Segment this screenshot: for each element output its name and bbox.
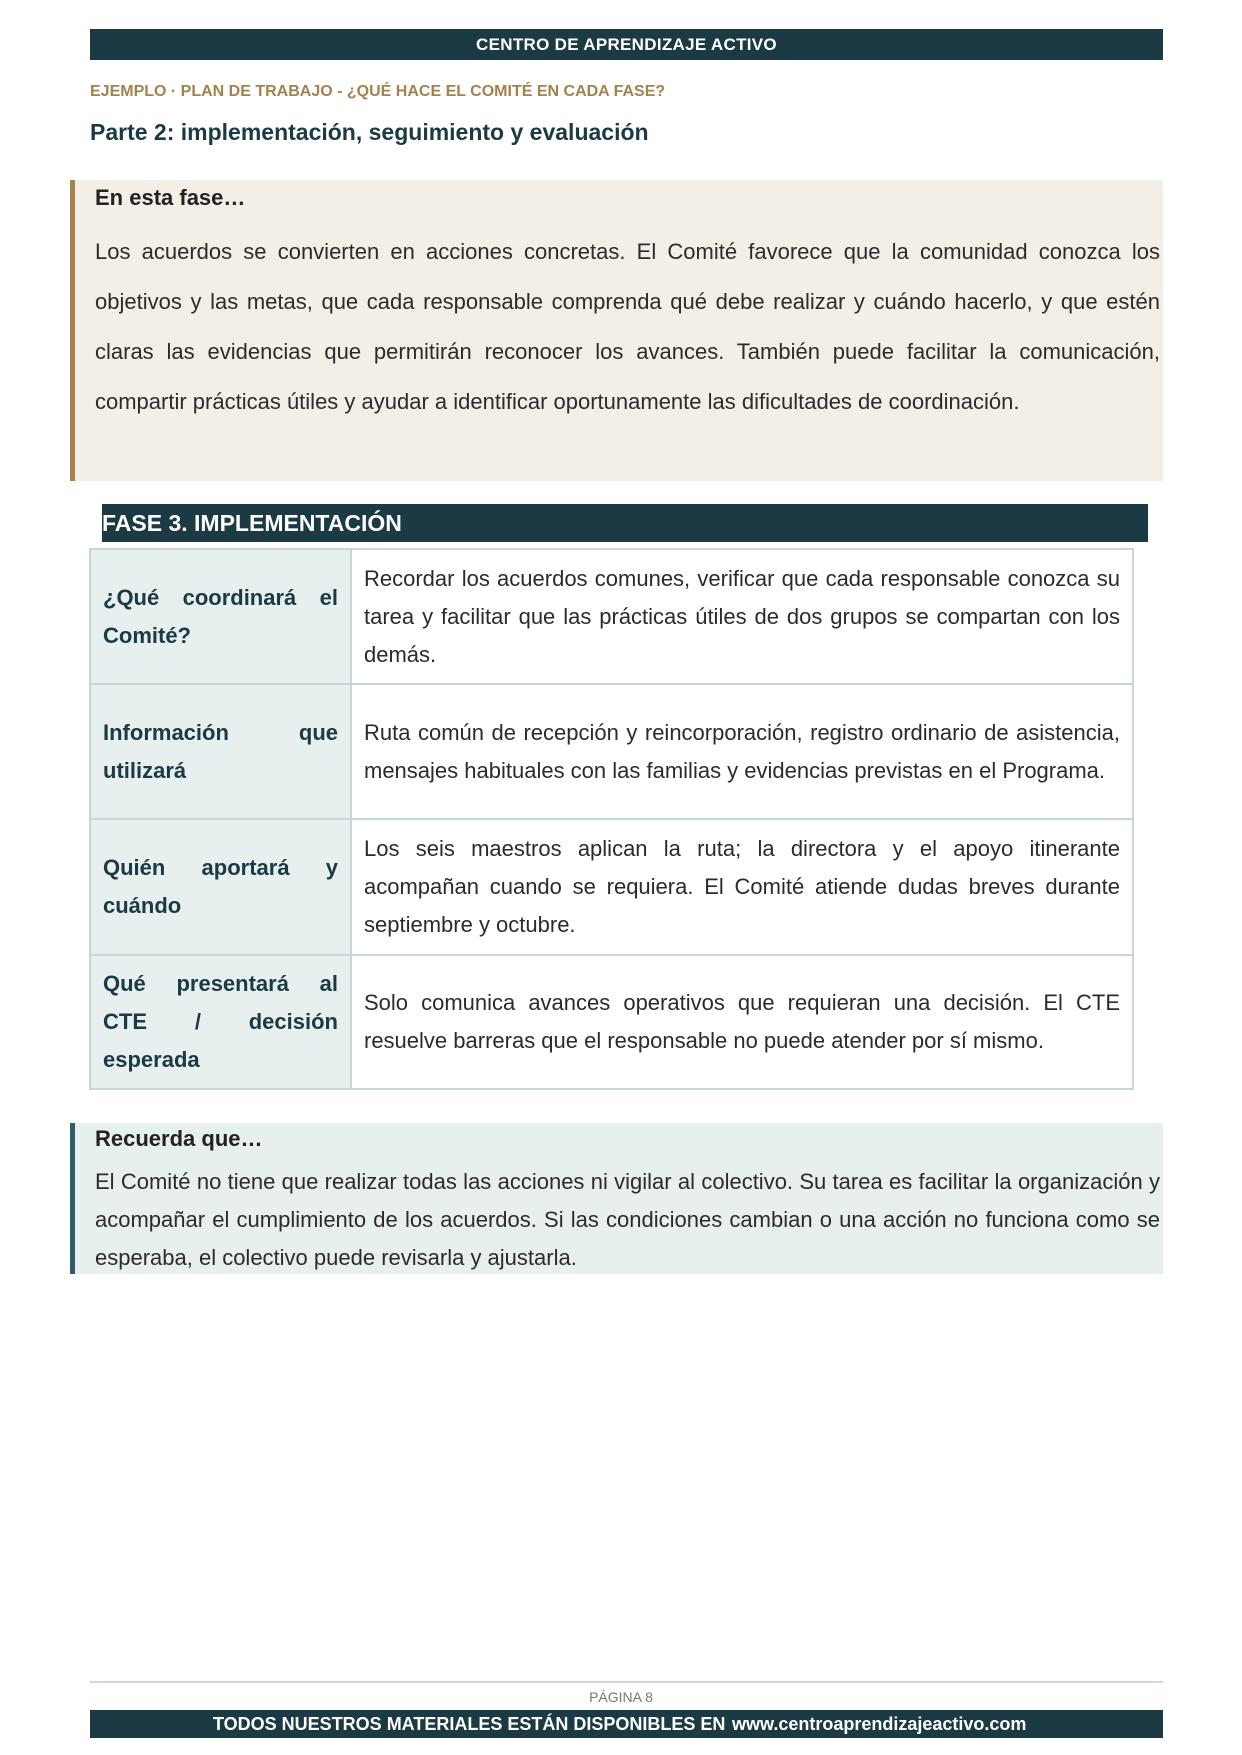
page-title: Parte 2: implementación, seguimiento y evaluación — [90, 119, 649, 145]
reminder-callout — [70, 1123, 1163, 1274]
section-kicker: EJEMPLO · PLAN DE TRABAJO - ¿QUÉ HACE EL COMITÉ EN CADA FASE? — [90, 83, 666, 100]
footer-divider — [90, 1681, 1163, 1683]
header-banner-text: CENTRO DE APRENDIZAJE ACTIVO — [476, 34, 777, 54]
page-number: PÁGINA 8 — [589, 1689, 653, 1705]
intro-callout — [70, 180, 1163, 481]
phase-table — [89, 548, 1134, 1090]
row-question: Qué presentará al CTE / decisión esperada — [90, 955, 351, 1089]
table-row — [90, 819, 1133, 955]
row-answer: Los seis maestros aplican la ruta; la directora y el apoyo itinerante acompañan cuando se requiera. El Comité atiende dudas breves durante septiembre y octubre. — [351, 819, 1133, 955]
table-row — [90, 955, 1133, 1089]
footer-website-link[interactable]: www.centroaprendizajeactivo.com — [732, 1713, 1027, 1734]
row-answer: Ruta común de recepción y reincorporación, registro ordinario de asistencia, mensajes habituales con las familias y evidencias previstas en el Programa. — [351, 684, 1133, 819]
row-answer: Solo comunica avances operativos que requieran una decisión. El CTE resuelve barreras que el responsable no puede atender por sí mismo. — [351, 955, 1133, 1089]
table-row — [90, 684, 1133, 819]
intro-heading: En esta fase… — [95, 185, 246, 210]
row-answer: Recordar los acuerdos comunes, verificar que cada responsable conozca su tarea y facilitar que las prácticas útiles de dos grupos se compartan con los demás. — [351, 549, 1133, 684]
row-question: Quién aportará y cuándo — [90, 819, 351, 955]
table-row — [90, 549, 1133, 684]
phase-title: FASE 3. IMPLEMENTACIÓN — [102, 509, 402, 536]
footer-text: TODOS NUESTROS MATERIALES ESTÁN DISPONIBLES EN — [213, 1713, 726, 1734]
phase-title-bar — [102, 504, 1148, 542]
row-question: Información que utilizará — [90, 684, 351, 819]
reminder-heading: Recuerda que… — [95, 1126, 263, 1151]
intro-body: Los acuerdos se convierten en acciones concretas. El Comité favorece que la comunidad conozca los objetivos y las metas, que cada responsable comprenda qué debe realizar y cuándo hacerlo, y que estén claras las evidencias que permitirán reconocer los avances. También puede facilitar la comunicación, compartir prácticas útiles y ayudar a identificar oportunamente las dificultades de coordinación. — [95, 239, 1160, 414]
header-banner — [90, 29, 1163, 60]
reminder-body: El Comité no tiene que realizar todas las acciones ni vigilar al colectivo. Su tarea es facilitar la organización y acompañar el cumplimiento de los acuerdos. Si las condiciones cambian o una acción no funciona como se esperaba, el colectivo puede revisarla y ajustarla. — [95, 1169, 1160, 1270]
row-question: ¿Qué coordinará el Comité? — [90, 549, 351, 684]
footer-banner — [90, 1710, 1163, 1738]
